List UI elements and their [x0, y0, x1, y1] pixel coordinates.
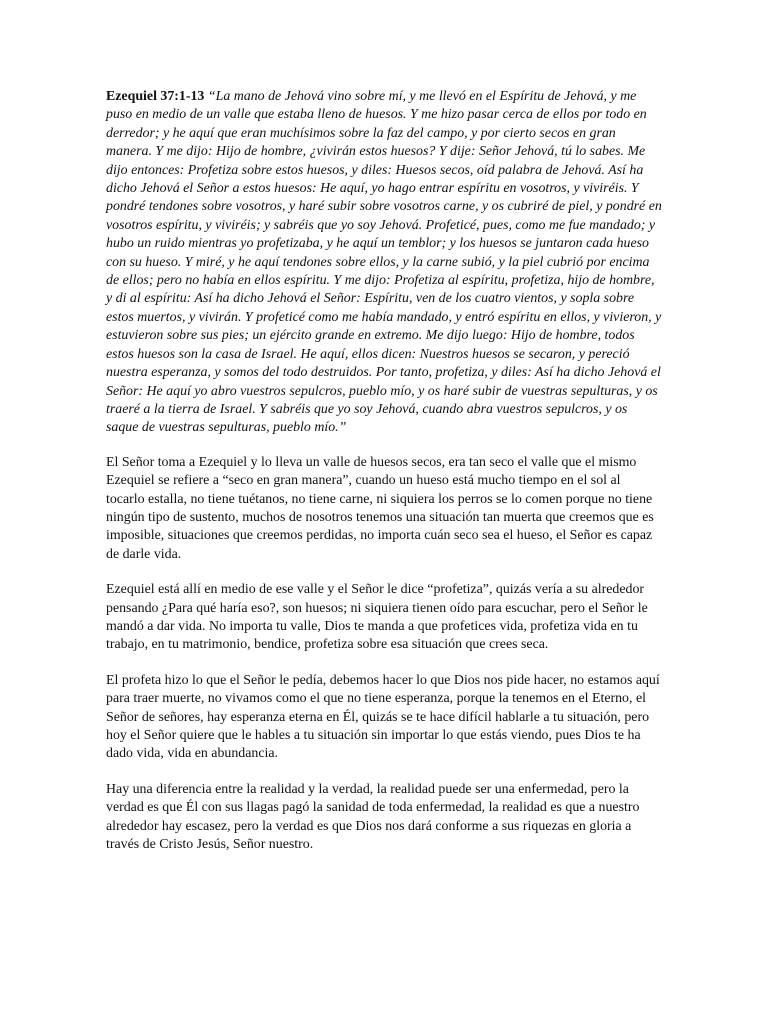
document-page	[106, 88, 662, 871]
body-paragraph-1: El Señor toma a Ezequiel y lo lleva un valle de huesos secos, era tan seco el valle que el mismo Ezequiel se refiere a “seco en gran manera”, cuando un hueso está mucho tiempo en el sol al tocarlo estalla, no tiene tuétanos, no tiene carne, ni siquiera los perros se lo comen porque no tiene ningún tipo de sustento, muchos de nosotros tenemos una situación tan muerta que creemos que es imposible, situaciones que creemos perdidas, no importa cuán seco sea el hueso, el Señor es capaz de darle vida.	[106, 454, 654, 562]
scripture-reference: Ezequiel 37:1-13	[106, 89, 205, 104]
scripture-quote-text: “La mano de Jehová vino sobre mí, y me llevó en el Espíritu de Jehová, y me puso en medio de un valle que estaba lleno de huesos. Y me hizo pasar cerca de ellos por todo en derredor; y he aquí que eran muchísimos sobre la faz del campo, y por cierto secos en gran manera. Y me dijo: Hijo de hombre, ¿vivirán estos huesos? Y dije: Señor Jehová, tú lo sabes. Me dijo entonces: Profetiza sobre estos huesos, y diles: Huesos secos, oíd palabra de Jehová. Así ha dicho Jehová el Señor a estos huesos: He aquí, yo hago entrar espíritu en vosotros, y viviréis. Y pondré tendones sobre vosotros, y haré subir sobre vosotros carne, y os cubriré de piel, y pondré en vosotros espíritu, y viviréis; y sabréis que yo soy Jehová. Profeticé, pues, como me fue mandado; y hubo un ruido mientras yo profetizaba, y he aquí un temblor; y los huesos se juntaron cada hueso con su hueso. Y miré, y he aquí tendones sobre ellos, y la carne subió, y la piel cubrió por encima de ellos; pero no había en ellos espíritu. Y me dijo: Profetiza al espíritu, profetiza, hijo de hombre, y di al espíritu: Así ha dicho Jehová el Señor: Espíritu, ven de los cuatro vientos, y sopla sobre estos muertos, y vivirán. Y profeticé como me había mandado, y entró espíritu en ellos, y vivieron, y estuvieron sobre sus pies; un ejército grande en extremo. Me dijo luego: Hijo de hombre, todos estos huesos son la casa de Israel. He aquí, ellos dicen: Nuestros huesos se secaron, y pereció nuestra esperanza, y somos del todo destruidos. Por tanto, profetiza, y diles: Así ha dicho Jehová el Señor: He aquí yo abro vuestros sepulcros, pueblo mío, y os haré subir de vuestras sepulturas, y os traeré a la tierra de Israel. Y sabréis que yo soy Jehová, cuando abra vuestros sepulcros, y os saque de vuestras sepulturas, pueblo mío.”	[106, 89, 662, 436]
scripture-quote-block	[106, 88, 662, 438]
body-paragraph-3: El profeta hizo lo que el Señor le pedía, debemos hacer lo que Dios nos pide hacer, no estamos aquí para traer muerte, no vivamos como el que no tiene esperanza, porque la tenemos en el Eterno, el Señor de señores, hay esperanza eterna en Él, quizás se te hace difícil hablarle a tu situación, pero hoy el Señor quiere que le hables a tu situación sin importar lo que estás viendo, pues Dios te ha dado vida, vida en abundancia.	[106, 672, 660, 762]
body-paragraph-2: Ezequiel está allí en medio de ese valle y el Señor le dice “profetiza”, quizás vería a su alrededor pensando ¿Para qué haría eso?, son huesos; ni siquiera tienen oído para escuchar, pero el Señor le mandó a dar vida. No importa tu valle, Dios te manda a que profetices vida, profetiza vida en tu trabajo, en tu matrimonio, bendice, profetiza sobre esa situación que crees seca.	[106, 582, 648, 653]
body-paragraph-4: Hay una diferencia entre la realidad y la verdad, la realidad puede ser una enfermedad, pero la verdad es que Él con sus llagas pagó la sanidad de toda enfermedad, la realidad es que a nuestro alrededor hay escasez, pero la verdad es que Dios nos dará conforme a sus riquezas en gloria a través de Cristo Jesús, Señor nuestro.	[106, 781, 640, 853]
